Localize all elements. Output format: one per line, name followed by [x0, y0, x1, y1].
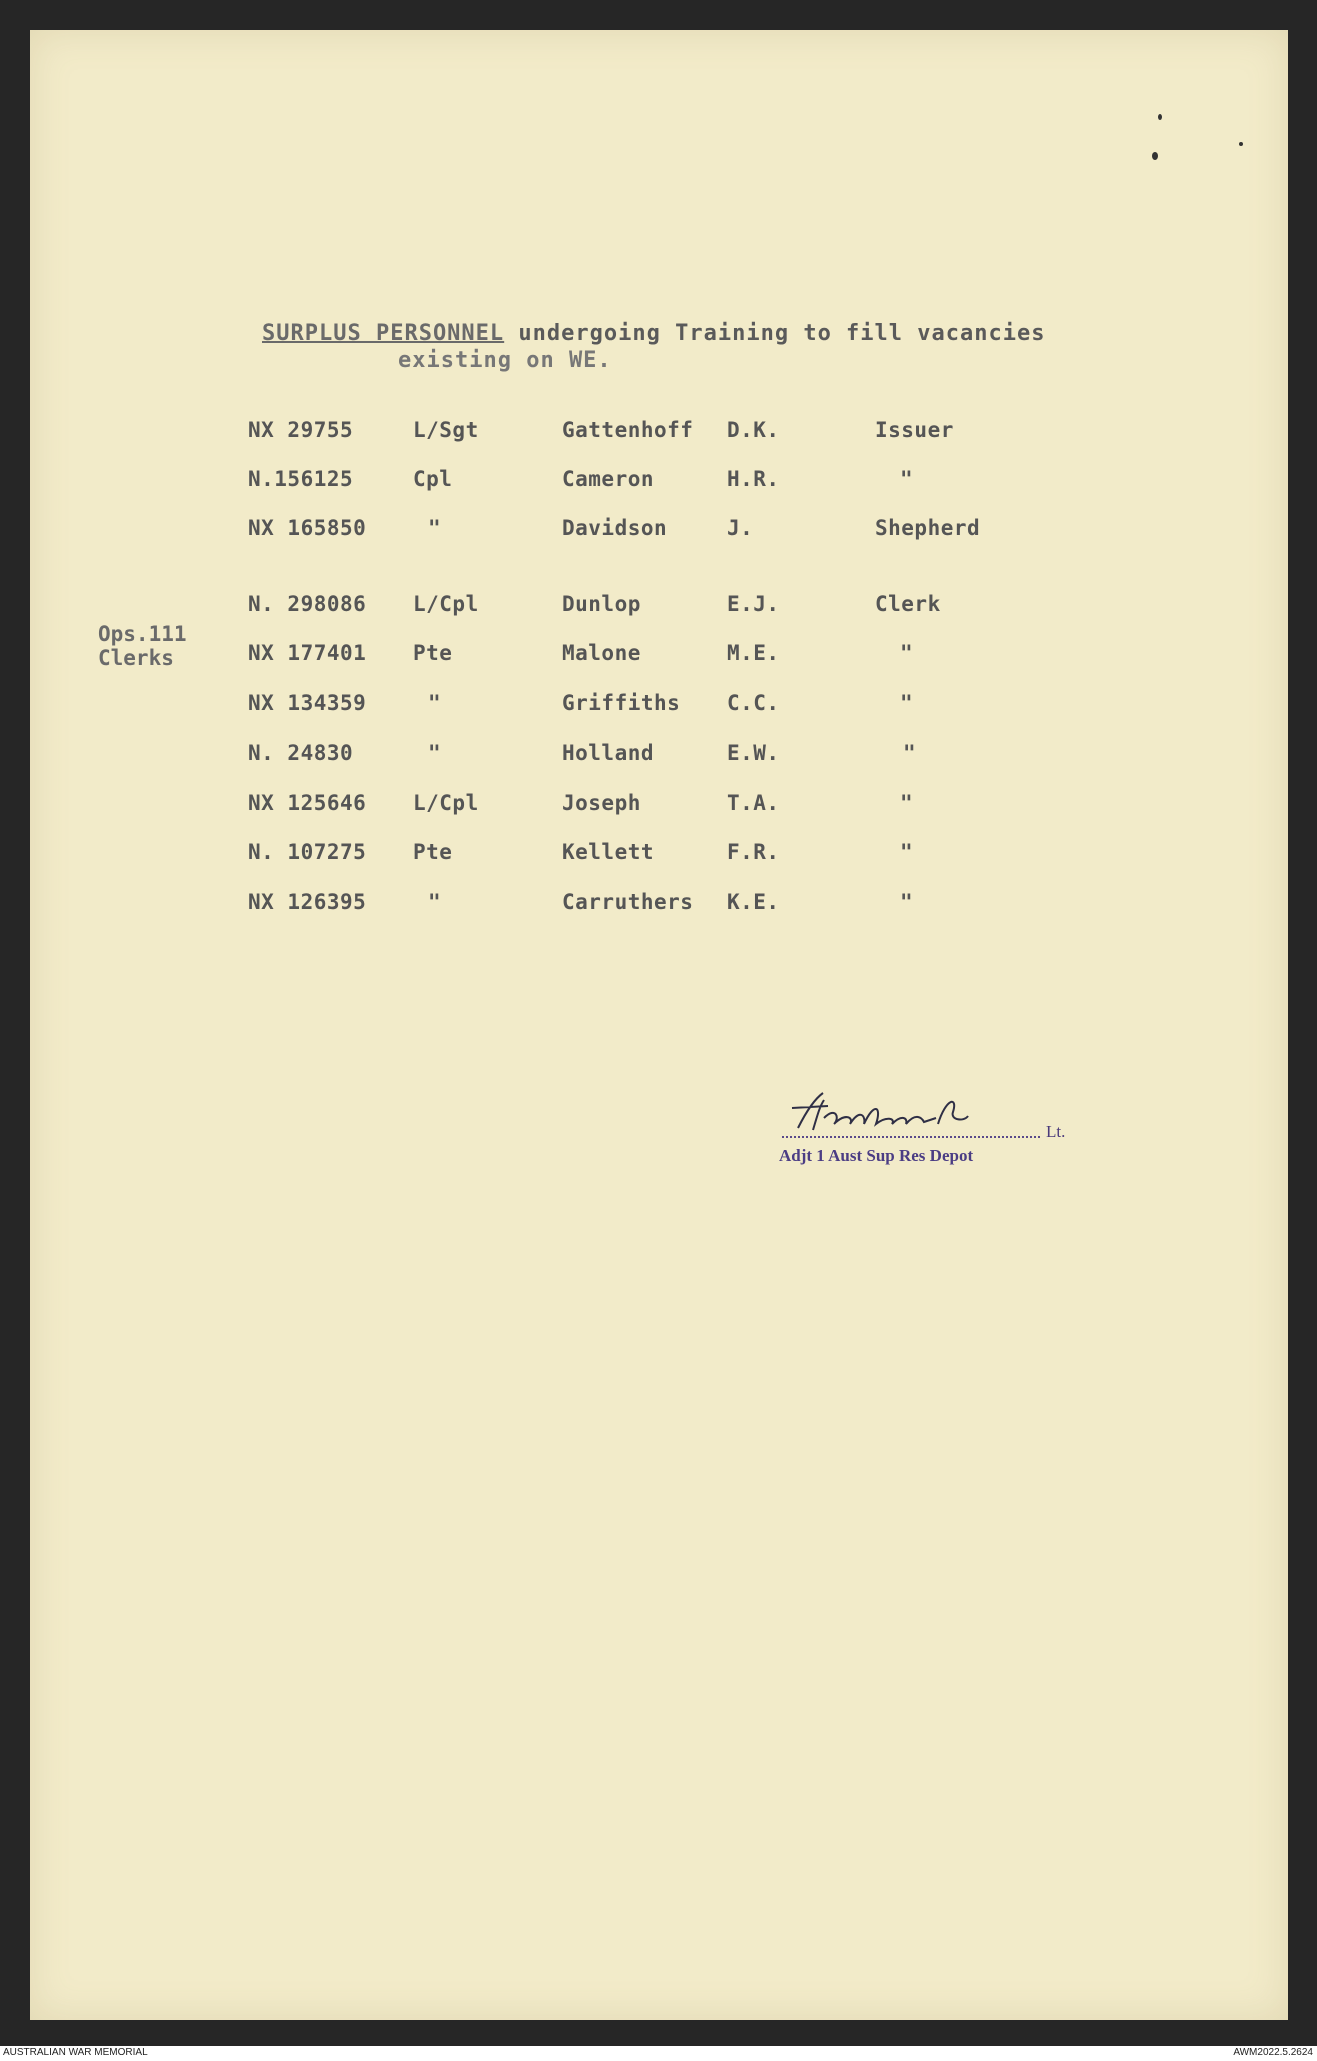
heading-underlined: SURPLUS PERSONNEL [262, 321, 505, 346]
footer-institution: AUSTRALIAN WAR MEMORIAL [3, 2047, 148, 2058]
row-name: Joseph [562, 791, 641, 815]
row-number: N. 298086 [248, 592, 367, 616]
row-number: NX 177401 [248, 641, 367, 665]
row-rank: L/Cpl [413, 791, 479, 815]
document-heading [262, 320, 1046, 348]
row-rank: " [428, 890, 442, 914]
row-initials: T.A. [727, 791, 780, 815]
adjutant-stamp: Adjt 1 Aust Sup Res Depot [779, 1146, 974, 1165]
row-name: Davidson [562, 516, 668, 540]
row-role: " [900, 791, 914, 815]
row-role: Issuer [875, 418, 954, 442]
row-initials: M.E. [727, 641, 780, 665]
row-rank: Pte [413, 840, 453, 864]
row-initials: H.R. [727, 467, 780, 491]
row-role: " [900, 840, 914, 864]
row-number: NX 29755 [248, 418, 354, 442]
footer-accession: AWM2022.5.2624 [1233, 2047, 1313, 2058]
paper-speck [1158, 114, 1162, 120]
signature-rank: Lt. [1046, 1122, 1066, 1141]
signature-line [782, 1136, 1040, 1138]
row-initials: K.E. [727, 890, 780, 914]
row-name: Cameron [562, 467, 655, 491]
row-name: Carruthers [562, 890, 694, 914]
paper-speck [1152, 152, 1158, 160]
row-number: NX 125646 [248, 791, 367, 815]
row-rank: " [428, 741, 442, 765]
row-role: " [900, 641, 914, 665]
paper-speck [1239, 142, 1243, 146]
row-number: N.156125 [248, 467, 354, 491]
row-role: " [903, 741, 917, 765]
document-page [30, 30, 1288, 2020]
row-role: " [900, 467, 914, 491]
row-name: Malone [562, 641, 641, 665]
group-label-line2: Clerks [98, 646, 174, 670]
row-number: NX 126395 [248, 890, 367, 914]
signature-mark [788, 1088, 1028, 1138]
row-name: Gattenhoff [562, 418, 694, 442]
row-role: Shepherd [875, 516, 981, 540]
row-initials: C.C. [727, 691, 780, 715]
heading-line1-rest: undergoing Training to fill vacancies [504, 321, 1046, 346]
row-number: N. 107275 [248, 840, 367, 864]
row-rank: L/Cpl [413, 592, 479, 616]
row-initials: D.K. [727, 418, 780, 442]
row-rank: Cpl [413, 467, 453, 491]
row-rank: Pte [413, 641, 453, 665]
row-name: Dunlop [562, 592, 641, 616]
row-number: NX 134359 [248, 691, 367, 715]
row-number: N. 24830 [248, 741, 354, 765]
group-label [98, 622, 187, 670]
row-initials: F.R. [727, 840, 780, 864]
heading-line2: existing on WE. [398, 348, 612, 373]
group-label-line1: Ops.111 [98, 622, 187, 646]
row-initials: E.J. [727, 592, 780, 616]
row-role: Clerk [875, 592, 941, 616]
row-name: Holland [562, 741, 655, 765]
row-rank: " [428, 691, 442, 715]
row-name: Griffiths [562, 691, 681, 715]
archive-footer [0, 2046, 1317, 2061]
row-initials: J. [727, 516, 754, 540]
row-role: " [900, 691, 914, 715]
row-rank: " [428, 516, 442, 540]
row-initials: E.W. [727, 741, 780, 765]
row-number: NX 165850 [248, 516, 367, 540]
row-rank: L/Sgt [413, 418, 479, 442]
row-name: Kellett [562, 840, 655, 864]
row-role: " [900, 890, 914, 914]
